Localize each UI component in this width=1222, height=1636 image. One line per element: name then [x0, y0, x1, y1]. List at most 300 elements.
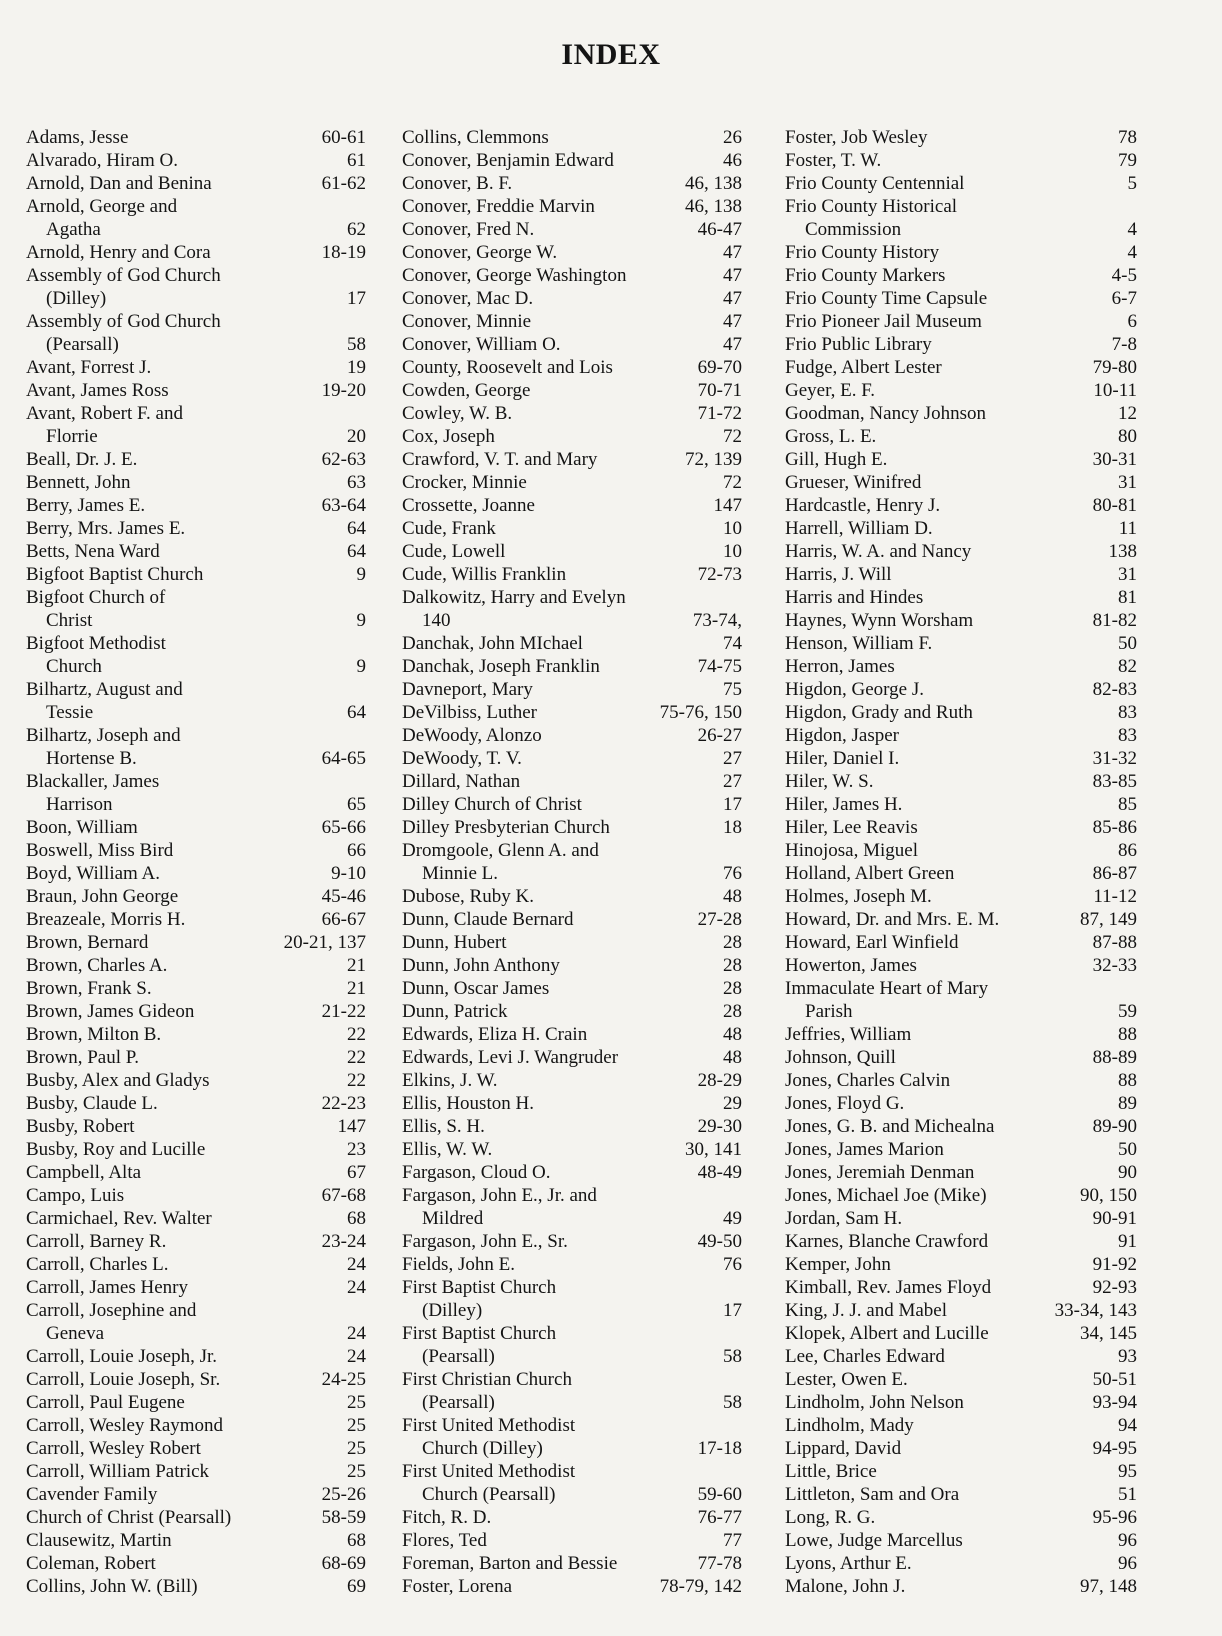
entry-name-block [26, 310, 347, 356]
entry-name-block [402, 195, 685, 218]
index-entry [26, 149, 366, 172]
entry-name: Howard, Earl Winfield [785, 932, 959, 953]
index-entry [785, 839, 1137, 862]
entry-name: Frio County Time Capsule [785, 288, 988, 309]
entry-name: Ellis, Houston H. [402, 1093, 534, 1114]
entry-name-block [785, 1414, 1118, 1437]
entry-name-block [402, 1092, 723, 1115]
entry-name-block [402, 977, 723, 1000]
page-title: INDEX [561, 38, 661, 71]
index-entry [402, 264, 742, 287]
index-entry [26, 1184, 366, 1207]
entry-name-block [402, 494, 714, 517]
entry-name: Edwards, Eliza H. Crain [402, 1024, 588, 1045]
index-column-2 [402, 126, 742, 1598]
entry-name-block [402, 1322, 723, 1368]
entry-pages: 25 [347, 1415, 366, 1436]
entry-name: Conover, George Washington [402, 265, 627, 286]
index-entry [785, 816, 1137, 839]
index-entry [402, 356, 742, 379]
entry-name: Frio County Markers [785, 265, 946, 286]
index-entry [785, 1391, 1137, 1414]
entry-pages: 21-22 [321, 1001, 366, 1022]
index-entry [785, 1414, 1137, 1437]
index-entry [402, 1230, 742, 1253]
entry-pages: 18 [723, 817, 742, 838]
index-entry [26, 1253, 366, 1276]
entry-name-block [785, 149, 1118, 172]
entry-name-block [402, 1253, 723, 1276]
index-entry [785, 931, 1137, 954]
entry-name: Danchak, Joseph Franklin [402, 656, 600, 677]
index-entry [785, 1575, 1137, 1598]
entry-pages: 32-33 [1092, 955, 1137, 976]
entry-name: Harris and Hindes [785, 587, 924, 608]
entry-name-block [402, 287, 723, 310]
entry-pages: 25 [347, 1438, 366, 1459]
entry-name-continuation: Hortense B. [46, 748, 137, 769]
entry-name: Hiler, Daniel I. [785, 748, 900, 769]
entry-pages: 74 [723, 633, 742, 654]
entry-pages: 72, 139 [685, 449, 742, 470]
entry-name-block [402, 793, 723, 816]
index-column-1 [26, 126, 366, 1598]
entry-pages: 50 [1118, 633, 1137, 654]
entry-name: Foster, T. W. [785, 150, 882, 171]
entry-name: Frio County Historical [785, 196, 958, 217]
entry-name-block [785, 885, 1093, 908]
entry-pages: 9 [356, 656, 366, 677]
entry-name-block [26, 954, 347, 977]
entry-name-block [26, 1161, 347, 1184]
entry-name-block [785, 1322, 1080, 1345]
index-entry [26, 264, 366, 310]
index-entry [785, 1046, 1137, 1069]
entry-name: Blackaller, James [26, 771, 160, 792]
entry-pages: 24 [347, 1323, 366, 1344]
entry-name: Long, R. G. [785, 1507, 876, 1528]
index-entry [26, 839, 366, 862]
entry-name: Assembly of God Church [26, 265, 221, 286]
entry-pages: 46 [723, 150, 742, 171]
entry-name-block [785, 908, 1080, 931]
entry-pages: 24 [347, 1254, 366, 1275]
entry-name-block [26, 1207, 347, 1230]
entry-name: Jones, Floyd G. [785, 1093, 905, 1114]
entry-name-block [785, 1345, 1118, 1368]
entry-name-block [26, 1023, 347, 1046]
entry-name-block [785, 632, 1118, 655]
entry-pages: 25 [347, 1392, 366, 1413]
entry-pages: 72 [723, 426, 742, 447]
index-entry [785, 793, 1137, 816]
entry-name-block [785, 1184, 1080, 1207]
entry-name-continuation: Christ [46, 610, 93, 631]
index-entry [26, 195, 366, 241]
index-entry [785, 1069, 1137, 1092]
index-entry [785, 1230, 1137, 1253]
entry-name: Avant, Robert F. and [26, 403, 183, 424]
entry-pages: 6 [1127, 311, 1137, 332]
entry-name-block [785, 310, 1128, 333]
entry-pages: 88 [1118, 1024, 1137, 1045]
entry-pages: 50 [1118, 1139, 1137, 1160]
entry-name: Lippard, David [785, 1438, 902, 1459]
entry-name-continuation: Minnie L. [422, 863, 498, 884]
entry-name: Dubose, Ruby K. [402, 886, 534, 907]
entry-name-block [785, 333, 1112, 356]
index-entry [26, 1437, 366, 1460]
entry-name: Brown, Bernard [26, 932, 149, 953]
entry-name-block [785, 1529, 1118, 1552]
entry-pages: 4 [1127, 219, 1137, 240]
entry-pages: 22 [347, 1070, 366, 1091]
entry-name-continuation: (Pearsall) [422, 1392, 495, 1413]
entry-pages: 9-10 [331, 863, 366, 884]
entry-name-block [785, 241, 1128, 264]
entry-pages: 93-94 [1092, 1392, 1137, 1413]
entry-name: DeWoody, T. V. [402, 748, 522, 769]
entry-name: Flores, Ted [402, 1530, 487, 1551]
entry-name: Higdon, George J. [785, 679, 924, 700]
entry-name-block [402, 563, 698, 586]
entry-pages: 58 [723, 1346, 742, 1367]
entry-name: Cowden, George [402, 380, 531, 401]
entry-name-block [785, 1207, 1093, 1230]
entry-name-block [26, 356, 347, 379]
entry-name: Malone, John J. [785, 1576, 906, 1597]
entry-name-block [402, 540, 723, 563]
index-entry [26, 931, 366, 954]
index-entry [402, 1460, 742, 1506]
index-entry [785, 977, 1137, 1023]
entry-name: Jones, Michael Joe (Mike) [785, 1185, 987, 1206]
entry-name-block [785, 1460, 1118, 1483]
entry-name: Coleman, Robert [26, 1553, 156, 1574]
index-entry [785, 310, 1137, 333]
entry-name: Cude, Frank [402, 518, 496, 539]
entry-name: Cowley, W. B. [402, 403, 513, 424]
entry-name: Littleton, Sam and Ora [785, 1484, 960, 1505]
entry-pages: 58 [347, 334, 366, 355]
entry-pages: 61 [347, 150, 366, 171]
entry-name-block [402, 1276, 723, 1322]
entry-name-block [402, 1368, 723, 1414]
index-entry [402, 287, 742, 310]
index-entry [26, 1230, 366, 1253]
entry-name: Cox, Joseph [402, 426, 495, 447]
entry-name: First United Methodist [402, 1461, 576, 1482]
entry-name-block [785, 287, 1112, 310]
entry-name-block [402, 839, 723, 885]
index-entry [402, 1046, 742, 1069]
entry-name: Fitch, R. D. [402, 1507, 492, 1528]
entry-pages: 4-5 [1111, 265, 1137, 286]
entry-name-block [26, 770, 347, 816]
index-entry [785, 724, 1137, 747]
entry-name: Harris, J. Will [785, 564, 892, 585]
entry-pages: 27 [723, 771, 742, 792]
entry-name-block [26, 264, 347, 310]
entry-pages: 63 [347, 472, 366, 493]
index-entry [785, 471, 1137, 494]
entry-pages: 60-61 [321, 127, 366, 148]
entry-name: First Baptist Church [402, 1277, 557, 1298]
entry-pages: 28-29 [697, 1070, 742, 1091]
entry-pages: 47 [723, 265, 742, 286]
entry-name: Brown, Milton B. [26, 1024, 162, 1045]
entry-pages: 76 [723, 863, 742, 884]
entry-name: Dunn, John Anthony [402, 955, 560, 976]
entry-name: Higdon, Grady and Ruth [785, 702, 973, 723]
index-entry [402, 310, 742, 333]
entry-name: DeVilbiss, Luther [402, 702, 538, 723]
entry-name: Johnson, Quill [785, 1047, 896, 1068]
index-entry [785, 1207, 1137, 1230]
entry-name: Berry, Mrs. James E. [26, 518, 186, 539]
entry-name-block [26, 1483, 322, 1506]
index-entry [402, 379, 742, 402]
entry-pages: 18-19 [321, 242, 366, 263]
entry-pages: 33-34, 143 [1054, 1300, 1137, 1321]
entry-pages: 96 [1118, 1553, 1137, 1574]
entry-name-block [785, 563, 1118, 586]
index-entry [26, 632, 366, 678]
entry-name-block [785, 195, 1128, 241]
entry-name-block [26, 1184, 322, 1207]
entry-name: Bigfoot Methodist [26, 633, 166, 654]
entry-name: Betts, Nena Ward [26, 541, 160, 562]
entry-name: Haynes, Wynn Worsham [785, 610, 974, 631]
index-entry [785, 632, 1137, 655]
entry-pages: 77 [723, 1530, 742, 1551]
entry-name-block [785, 448, 1093, 471]
index-entry [402, 586, 742, 632]
index-entry [26, 1069, 366, 1092]
entry-name-block [26, 1092, 322, 1115]
index-entry [402, 954, 742, 977]
entry-name: Foreman, Barton and Bessie [402, 1553, 618, 1574]
entry-pages: 76-77 [697, 1507, 742, 1528]
entry-pages: 47 [723, 311, 742, 332]
entry-name: Lowe, Judge Marcellus [785, 1530, 963, 1551]
entry-name-block [26, 678, 347, 724]
entry-name-block [402, 126, 723, 149]
entry-name-block [26, 149, 347, 172]
index-entry [785, 448, 1137, 471]
entry-name-block [785, 517, 1119, 540]
index-entry [26, 1368, 366, 1391]
entry-name-block [402, 1023, 723, 1046]
entry-pages: 17 [723, 1300, 742, 1321]
entry-name: Brown, Frank S. [26, 978, 152, 999]
entry-name-block [785, 1437, 1093, 1460]
entry-name: Jones, Charles Calvin [785, 1070, 951, 1091]
entry-name-block [402, 264, 723, 287]
entry-pages: 83 [1118, 702, 1137, 723]
entry-name-block [785, 425, 1118, 448]
entry-name-block [785, 586, 1118, 609]
entry-name: County, Roosevelt and Lois [402, 357, 613, 378]
entry-name-block [785, 356, 1093, 379]
entry-pages: 28 [723, 955, 742, 976]
index-entry [26, 862, 366, 885]
entry-name-block [26, 1115, 338, 1138]
index-entry [785, 1322, 1137, 1345]
index-entry [785, 1115, 1137, 1138]
entry-name: Collins, Clemmons [402, 127, 549, 148]
index-entry [402, 885, 742, 908]
entry-pages: 31-32 [1092, 748, 1137, 769]
entry-pages: 97, 148 [1080, 1576, 1137, 1597]
entry-name-continuation: Florrie [46, 426, 98, 447]
index-entry [26, 977, 366, 1000]
entry-pages: 59 [1118, 1001, 1137, 1022]
entry-name: Ellis, W. W. [402, 1139, 493, 1160]
entry-name: Danchak, John MIchael [402, 633, 583, 654]
entry-name: Brown, Charles A. [26, 955, 168, 976]
entry-name-block [26, 494, 322, 517]
entry-pages: 47 [723, 288, 742, 309]
entry-name: Boswell, Miss Bird [26, 840, 174, 861]
entry-pages: 45-46 [321, 886, 366, 907]
index-entry [402, 494, 742, 517]
entry-pages: 85 [1118, 794, 1137, 815]
entry-pages: 92-93 [1092, 1277, 1137, 1298]
index-entry [785, 1529, 1137, 1552]
entry-name-block [402, 954, 723, 977]
entry-pages: 26 [723, 127, 742, 148]
entry-name-block [26, 931, 284, 954]
entry-name: Conover, Freddie Marvin [402, 196, 595, 217]
index-entry [26, 310, 366, 356]
entry-name: Campo, Luis [26, 1185, 125, 1206]
entry-pages: 82 [1118, 656, 1137, 677]
entry-pages: 90-91 [1092, 1208, 1137, 1229]
entry-pages: 29-30 [697, 1116, 742, 1137]
entry-name-block [26, 908, 322, 931]
entry-pages: 65-66 [321, 817, 366, 838]
index-entry [402, 931, 742, 954]
entry-name-block [402, 1414, 698, 1460]
entry-pages: 28 [723, 932, 742, 953]
entry-name: First United Methodist [402, 1415, 576, 1436]
entry-name-block [26, 540, 347, 563]
entry-name-block [785, 931, 1093, 954]
index-entry [402, 701, 742, 724]
entry-name-continuation: Harrison [46, 794, 113, 815]
entry-name: Immaculate Heart of Mary [785, 978, 989, 999]
entry-pages: 68-69 [321, 1553, 366, 1574]
entry-pages: 64 [347, 702, 366, 723]
entry-name: Berry, James E. [26, 495, 146, 516]
entry-name: Edwards, Levi J. Wangruder [402, 1047, 619, 1068]
index-entry [785, 747, 1137, 770]
entry-name: Holmes, Joseph M. [785, 886, 932, 907]
index-entry [785, 885, 1137, 908]
index-entry [402, 1529, 742, 1552]
entry-name: Arnold, Dan and Benina [26, 173, 212, 194]
index-entry [402, 678, 742, 701]
entry-pages: 67 [347, 1162, 366, 1183]
index-entry [26, 724, 366, 770]
entry-name-block [402, 701, 660, 724]
entry-name-block [785, 655, 1118, 678]
entry-name: Arnold, George and [26, 196, 178, 217]
entry-pages: 80-81 [1092, 495, 1137, 516]
entry-pages: 86-87 [1092, 863, 1137, 884]
entry-pages: 28 [723, 978, 742, 999]
entry-name: Jones, Jeremiah Denman [785, 1162, 975, 1183]
entry-name: Cude, Lowell [402, 541, 506, 562]
entry-name-continuation: (Dilley) [46, 288, 107, 309]
entry-name: Frio Pioneer Jail Museum [785, 311, 982, 332]
entry-name: Dunn, Oscar James [402, 978, 550, 999]
entry-pages: 17 [347, 288, 366, 309]
entry-name-block [402, 379, 698, 402]
entry-pages: 71-72 [697, 403, 742, 424]
entry-pages: 78 [1118, 127, 1137, 148]
entry-pages: 10-11 [1093, 380, 1137, 401]
entry-pages: 76 [723, 1254, 742, 1275]
entry-pages: 22 [347, 1047, 366, 1068]
entry-name: Dillard, Nathan [402, 771, 521, 792]
index-entry [402, 1138, 742, 1161]
index-entry [402, 1322, 742, 1368]
entry-pages: 63-64 [321, 495, 366, 516]
index-entry [402, 517, 742, 540]
entry-name: DeWoody, Alonzo [402, 725, 542, 746]
entry-name-block [402, 1506, 698, 1529]
index-entry [26, 1391, 366, 1414]
index-entry [402, 977, 742, 1000]
entry-name-block [402, 931, 723, 954]
entry-pages: 50-51 [1092, 1369, 1137, 1390]
index-entry [785, 1161, 1137, 1184]
entry-name-block [785, 379, 1093, 402]
entry-name: Conover, Fred N. [402, 219, 535, 240]
entry-pages: 72 [723, 472, 742, 493]
entry-pages: 94 [1118, 1415, 1137, 1436]
entry-name-block [26, 1529, 347, 1552]
entry-name: Ellis, S. H. [402, 1116, 485, 1137]
entry-name: Bilhartz, Joseph and [26, 725, 181, 746]
index-entry [26, 1552, 366, 1575]
entry-name-block [402, 908, 698, 931]
entry-name-block [26, 977, 347, 1000]
entry-pages: 89 [1118, 1093, 1137, 1114]
entry-name-block [785, 540, 1109, 563]
entry-name: Crossette, Joanne [402, 495, 535, 516]
index-entry [402, 1414, 742, 1460]
entry-pages: 85-86 [1092, 817, 1137, 838]
entry-pages: 83-85 [1092, 771, 1137, 792]
index-entry [785, 1460, 1137, 1483]
entry-pages: 95 [1118, 1461, 1137, 1482]
entry-name: Assembly of God Church [26, 311, 221, 332]
index-entry [402, 747, 742, 770]
entry-pages: 23-24 [321, 1231, 366, 1252]
entry-pages: 49 [723, 1208, 742, 1229]
index-entry [402, 1552, 742, 1575]
entry-pages: 75 [723, 679, 742, 700]
entry-name: Davneport, Mary [402, 679, 533, 700]
entry-name-block [402, 1046, 723, 1069]
entry-name-block [785, 494, 1093, 517]
entry-name-block [26, 471, 347, 494]
entry-name: Crocker, Minnie [402, 472, 527, 493]
index-entry [26, 471, 366, 494]
